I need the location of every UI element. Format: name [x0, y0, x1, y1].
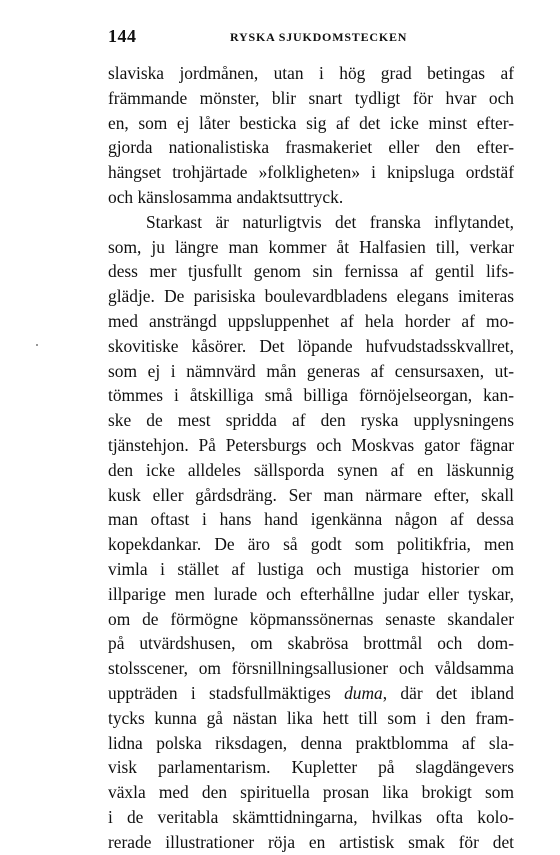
text-line: lidna polska riksdagen, denna praktblomma af sla-: [108, 732, 514, 753]
line-text: uppträden i stadsfullmäktiges: [108, 682, 331, 703]
text-line: visk parlamentarism. Kupletter på slagdängevers: [108, 757, 514, 778]
text-line: rerade illustrationer röja en artistisk smak för det: [108, 831, 514, 852]
text-line: man oftast i hans hand igenkänna någon af dessa: [108, 509, 514, 530]
text-line: och känslosamma andaktsuttryck.: [108, 186, 344, 207]
text-line: den icke alldeles sällsporda synen af en läskunnig: [108, 459, 514, 480]
running-head: RYSKA SJUKDOMSTECKEN: [230, 30, 408, 44]
text-line: i de veritabla skämttidningarna, hvilkas ofta kolo-: [108, 806, 514, 827]
page-number: 144: [108, 26, 137, 46]
text-line: kusk eller gårdsdräng. Ser man närmare efter, skall: [108, 484, 514, 505]
text-line: dess mer tjusfullt genom sin fernissa af gentil lifs-: [108, 261, 514, 282]
text-line: vimla i stället af lustiga och mustiga historier om: [108, 558, 514, 579]
text-line-with-emphasis: [108, 681, 514, 706]
text-line: stolsscener, om försnillningsallusioner och våldsamma: [108, 658, 514, 679]
line-text: , där det ibland: [382, 682, 514, 703]
text-line: som ej i nämnvärd mån generas af censursaxen, ut-: [108, 360, 514, 381]
text-line: växla med den spirituella prosan lika brokigt som: [108, 782, 514, 803]
text-line: illparige men lurade och efterhållne judar eller tyskar,: [108, 583, 514, 604]
text-line: kopekdankar. De äro så godt som politikfria, men: [108, 534, 514, 555]
text-line: främmande mönster, blir snart tydligt för hvar och: [108, 87, 514, 108]
text-line: som, ju längre man kommer åt Halfasien till, verkar: [108, 236, 514, 257]
text-line: hängset trohjärtade »folkligheten» i knipsluga ordstäf: [108, 162, 514, 183]
emphasized-word: duma: [344, 682, 383, 703]
text-line: tycks kunna gå nästan lika hett till som i den fram-: [108, 707, 514, 728]
text-line: tömmes i åtskilliga små billiga förnöjelseorgan, kan-: [108, 385, 514, 406]
text-line: tjänstehjon. På Petersburgs och Moskvas gator fägnar: [108, 434, 514, 455]
text-line: på utvärdshusen, om skabrösa brottmål och dom-: [108, 633, 514, 654]
text-line: en, som ej låter besticka sig af det icke minst efter-: [108, 112, 514, 133]
text-line: Starkast är naturligtvis det franska inflytandet,: [146, 211, 514, 232]
margin-speck: [36, 344, 38, 346]
text-line: glädje. De parisiska boulevardbladens elegans imiteras: [108, 286, 514, 307]
text-line: med ansträngd uppsluppenhet af hela horder af mo-: [108, 310, 514, 331]
text-line: ske de mest spridda af den ryska upplysningens: [108, 410, 514, 431]
text-line: gjorda nationalistiska frasmakeriet eller den efter-: [108, 137, 514, 158]
text-line: skovitiske kåsörer. Det löpande hufvudstadsskvallret,: [108, 335, 514, 356]
page-header: [108, 26, 514, 48]
text-line: om de förmögne köpmanssönernas senaste skandaler: [108, 608, 514, 629]
body-text: [108, 61, 514, 855]
text-line: slaviska jordmånen, utan i hög grad betingas af: [108, 63, 514, 83]
